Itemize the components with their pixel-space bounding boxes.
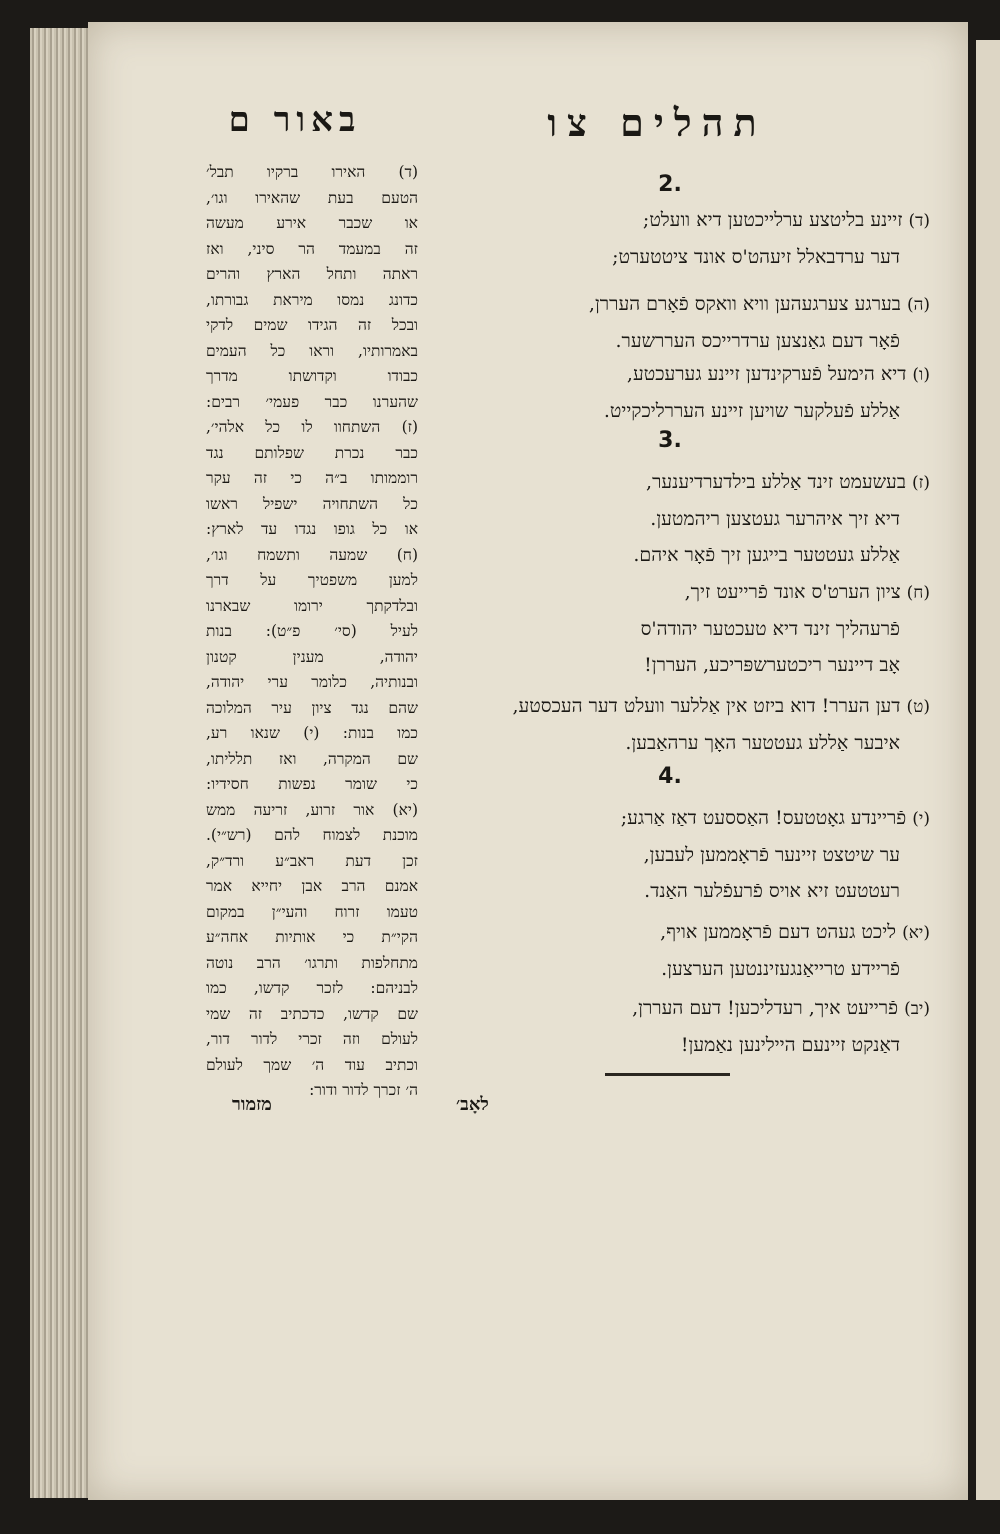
verse-line: בעשעמט זינד אַללע בילדערדיענער, — [646, 471, 906, 493]
commentary-line: שם המקרה, ואז תלליתו, — [206, 749, 418, 768]
verse-line: פֿרעהליך זינד דיא טעכטער יהודה'ס — [640, 618, 900, 640]
verse-line: פֿריינדע גאָטטעס! האַססעט דאַז אַרגע; — [620, 807, 907, 829]
verse-line: דער ערדבאלל זיעהט'ס אונד ציטטערט; — [612, 246, 900, 268]
commentary-column — [206, 160, 418, 1104]
verse-line: פֿריידע טרייאַנגעזיננטען הערצען. — [661, 958, 900, 980]
commentary-line: רוממותו ב״ה כי זה עקר — [206, 469, 418, 487]
verse-line: דיא הימעל פֿערקינדען זיינע גערעכטע, — [626, 363, 907, 385]
catchword-left: מזמור — [232, 1094, 272, 1115]
verse — [550, 356, 930, 429]
commentary-line: זכן דעת ראב״ע ורד״ק, — [206, 851, 418, 870]
verse-number: (ו) — [912, 365, 930, 385]
verse — [550, 914, 930, 987]
verse-line: דען הערר! דוא ביזט אין אַללער וועלט דער העכסטע, — [512, 695, 901, 717]
commentary-line: וכתיב עוד ה׳ שמך לעולם — [206, 1055, 418, 1074]
commentary-line: ראתה ותחל הארץ והרים — [206, 265, 418, 283]
commentary-line: (ח) שמעה ותשמח וגו׳, — [206, 545, 418, 564]
verse — [550, 990, 930, 1063]
verse-line: אָב דיינער ריכטערשפּריכע, העררן! — [644, 654, 900, 676]
page-edge — [30, 28, 92, 1498]
catchword-right: לאָב׳ — [456, 1094, 489, 1115]
end-rule — [605, 1073, 730, 1076]
commentary-line: ובכל זה הגידו שמים לדקי — [206, 316, 418, 334]
page-title: תהלים צו — [547, 100, 767, 145]
commentary-line: יהודה, מענין קטנון — [206, 647, 418, 666]
commentary-line: (יא) אור זרוע, זריעה ממש — [206, 800, 418, 819]
commentary-line: שם קדשו, כדכתיב זה שמי — [206, 1004, 418, 1023]
verse-number: (ד) — [908, 211, 930, 231]
verse-number: (ז) — [911, 473, 930, 493]
verse-number: (יב) — [904, 999, 930, 1019]
commentary-line: לעולם וזה זכרי לדור דור, — [206, 1030, 418, 1048]
commentary-line: כבודו וקדושתו מדרך — [206, 367, 418, 385]
commentary-line: באמרותיו, וראו כל העמים — [206, 341, 418, 360]
commentary-line: כמו בנות: (י) שנאו רע, — [206, 724, 418, 742]
section-number: 3. — [658, 428, 682, 453]
verse-number: (ח) — [906, 583, 930, 603]
commentary-line: הטעם בעת שהאירו וגו׳, — [206, 188, 418, 207]
verse-line: פֿאָר דעם גאַנצען ערדרייכס העררשער. — [615, 330, 900, 352]
verse — [550, 286, 930, 359]
verse-line: אַללע פֿעלקער שויען זיינע העררליכקייט. — [603, 400, 900, 422]
verse-line: איבער אַללע געטטער האָך ערהאַבען. — [625, 732, 900, 754]
commentary-line: הקי״ת כי אותיות אחה״ע — [206, 928, 418, 946]
verse-line: זיינע בליטצע ערלייכטען דיא וועלט; — [642, 209, 903, 231]
commentary-line: טעמו זרוח והעי״ן במקום — [206, 902, 418, 921]
verse-line: רעטטעט זיא אויס פֿרעפֿלער האַנד. — [644, 880, 900, 902]
commentary-line: כדונג נמסו מיראת גבורתו, — [206, 290, 418, 309]
verse — [550, 464, 930, 573]
commentary-line: אמנם הרב אבן יחייא אמר — [206, 877, 418, 895]
commentary-line: מתחלפות ותרגו׳ הרב נוטה — [206, 953, 418, 972]
section-number: 4. — [658, 764, 682, 789]
verse — [550, 574, 930, 683]
verse-line: אַללע געטטער בייגען זיך פֿאָר איהם. — [633, 544, 900, 566]
commentary-title: באור ם — [228, 100, 362, 140]
verse-line: דיא זיך איהרער געטצען ריהמטען. — [650, 508, 900, 530]
verse-number: (יא) — [902, 923, 930, 943]
commentary-line: (ז) השתחוו לו כל אלהי׳, — [206, 418, 418, 436]
commentary-line: שהערנו כבר פעמי׳ רבים: — [206, 392, 418, 411]
commentary-line: (ד) האירו ברקיו תבל׳ — [206, 163, 418, 181]
commentary-line: זה במעמד הר סיני, ואז — [206, 239, 418, 258]
verse — [550, 800, 930, 909]
commentary-line: כבר נכרת שפלותם נגד — [206, 443, 418, 462]
verse-line: פֿרייעט איך, רעדליכען! דעם העררן, — [632, 997, 899, 1019]
commentary-line: כל השתחויה ישפיל ראשו — [206, 494, 418, 513]
verse — [550, 202, 930, 275]
commentary-line: שהם נגד ציון עיר המלוכה — [206, 698, 418, 717]
verse-number: (ה) — [906, 295, 930, 315]
commentary-line: לבניהם: לזכר קדשו, כמו — [206, 979, 418, 997]
verse-line: ציון הערט'ס אונד פֿרייעט זיך, — [684, 581, 901, 603]
commentary-line: ה׳ זכרך לדור ודור: — [309, 1081, 418, 1099]
verse-line: ליכט געהט דעם פֿראָממען אויף, — [660, 921, 897, 943]
commentary-line: או שכבר אירע מעשה — [206, 214, 418, 232]
commentary-line: ובלדקתך ירומו שבארנו — [206, 596, 418, 615]
verse-number: (י) — [912, 809, 930, 829]
commentary-line: או כל גופו נגדו עד לארץ: — [206, 520, 418, 538]
verse-line: דאַנקט זיינעם היילינען נאַמען! — [680, 1034, 900, 1056]
section-number: 2. — [658, 172, 682, 197]
commentary-line: למען משפטיך על דרך — [206, 571, 418, 589]
commentary-line: לעיל (סי׳ פ״ט): בנות — [206, 622, 418, 640]
verse-number: (ט) — [906, 697, 930, 717]
commentary-line: מוכנת לצמוח להם (רש״י). — [206, 826, 418, 844]
commentary-line: כי שומר נפשות חסידיו: — [206, 775, 418, 793]
verse-line: בערגע צערגעהען וויא וואקס פֿאָרם העררן, — [588, 293, 901, 315]
commentary-line: ובנותיה, כלומר ערי יהודה, — [206, 673, 418, 691]
verse — [512, 688, 930, 761]
verse-line: ער שיטצט זיינער פֿראָממען לעבען, — [643, 844, 900, 866]
facing-page-edge — [976, 40, 1000, 1500]
